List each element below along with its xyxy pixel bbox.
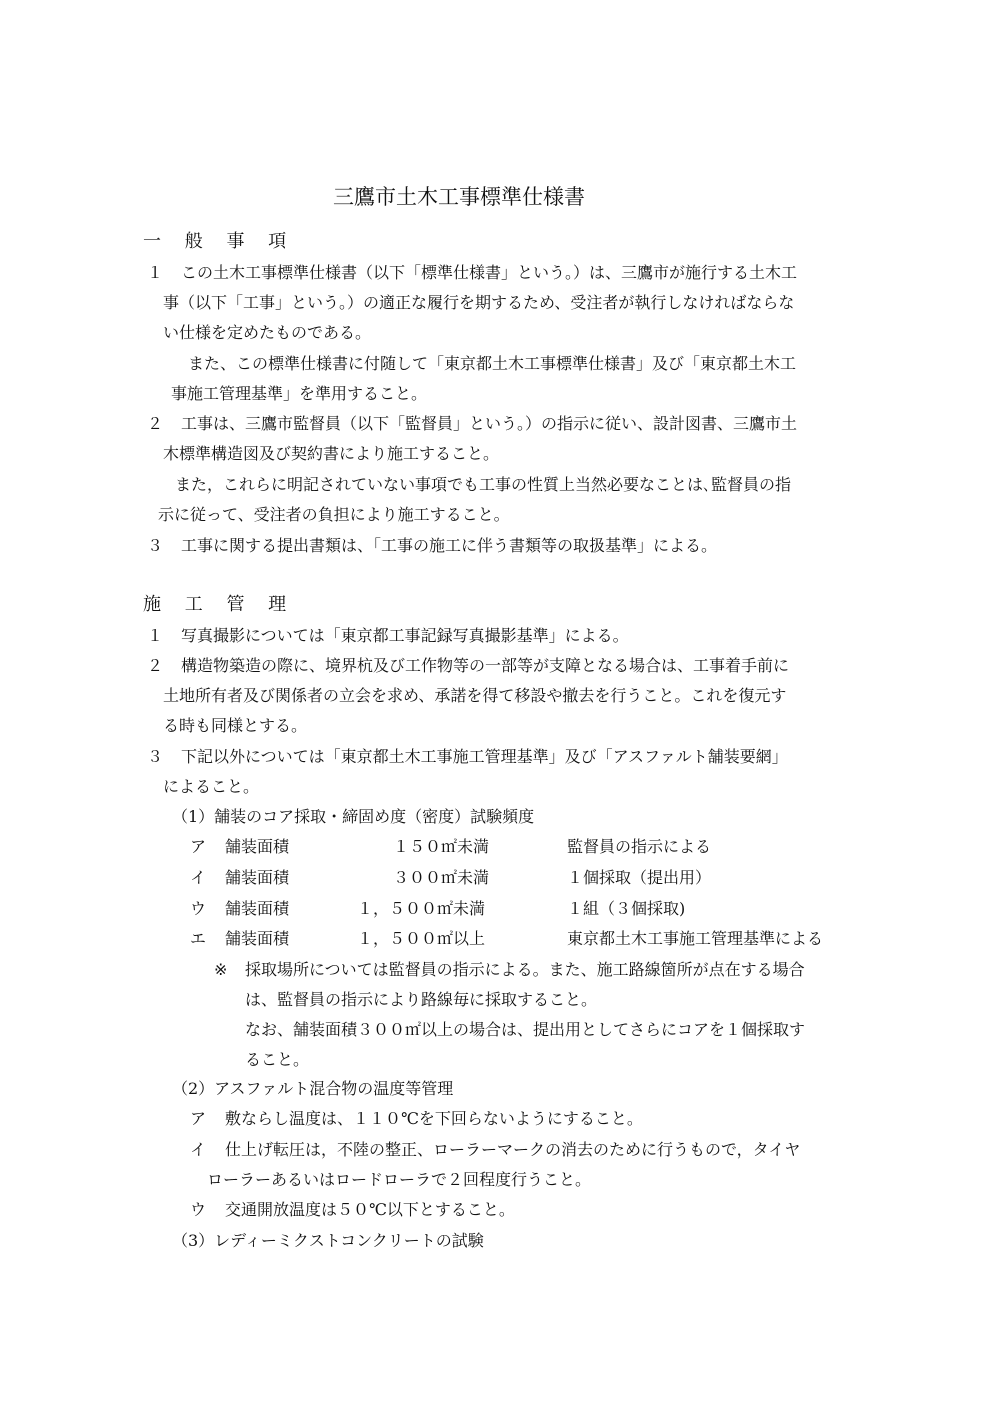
item-number: １ [147,263,164,282]
sub-item-line: 交通開放温度は５０℃以下とすること。 [225,1200,515,1219]
item-text-line: 事施工管理基準」を準用すること。 [171,384,428,403]
item-text-line: 工事に関する提出書類は、「工事の施工に伴う書類等の取扱基準」による。 [181,536,718,555]
frequency-row-kana: ア [190,837,207,856]
subsection-heading: （2）アスファルト混合物の温度等管理 [172,1079,454,1098]
frequency-row-area: １５０㎡未満 [393,837,490,856]
item-text-line: る時も同様とする。 [163,716,308,735]
item-text-line: い仕様を定めたものである。 [163,323,372,342]
item-text-line: 写真撮影については「東京都工事記録写真撮影基準」による。 [181,626,629,645]
item-text-line: また、この標準仕様書に付随して「東京都土木工事標準仕様書」及び「東京都土木工 [188,354,797,373]
note-line: なお、舗装面積３００㎡以上の場合は、提出用としてさらにコアを１個採取す [245,1020,806,1039]
sub-item-kana: ア [190,1109,207,1128]
note-line: ること。 [245,1050,310,1069]
subsection-heading: （3）レディーミクストコンクリートの試験 [172,1231,484,1250]
frequency-row-rule: １組（３個採取) [567,899,686,918]
item-number: ３ [147,536,164,555]
frequency-row-rule: 東京都土木工事施工管理基準による [567,929,824,948]
frequency-row-kana: エ [190,929,207,948]
note-line: は、監督員の指示により路線毎に採取すること。 [245,990,598,1009]
sub-item-line: 敷ならし温度は、１１０℃を下回らないようにすること。 [225,1109,643,1128]
sub-item-kana: イ [190,1140,207,1159]
frequency-row-kana: ウ [190,899,207,918]
item-number: １ [147,626,164,645]
item-text-line: 木標準構造図及び契約書により施工すること。 [163,444,500,463]
sub-item-line: ローラーあるいはロードローラで２回程度行うこと。 [207,1170,592,1189]
frequency-row-area: １，５００㎡未満 [357,899,486,918]
frequency-row-rule: １個採取（提出用） [567,868,712,887]
item-text-line: この土木工事標準仕様書（以下「標準仕様書」という。）は、三鷹市が施行する土木工 [181,263,798,282]
sub-item-line: 仕上げ転圧は，不陸の整正、ローラーマークの消去のために行うもので，タイヤ [225,1140,801,1159]
item-text-line: 工事は、三鷹市監督員（以下「監督員」という。）の指示に従い、設計図書、三鷹市土 [181,414,798,433]
item-text-line: 構造物築造の際に、境界杭及び工作物等の一部等が支障となる場合は、工事着手前に [181,656,790,675]
frequency-row-area: ３００㎡未満 [393,868,490,887]
note-line: 採取場所については監督員の指示による。また、施工路線箇所が点在する場合 [245,960,805,979]
item-number: ２ [147,656,164,675]
item-text-line: 示に従って、受注者の負担により施工すること。 [158,505,510,524]
item-number: ２ [147,414,164,433]
item-text-line: によること。 [163,777,260,796]
item-text-line: 下記以外については「東京都土木工事施工管理基準」及び「アスファルト舗装要網」 [181,747,788,766]
frequency-row-rule: 監督員の指示による [567,837,712,856]
item-text-line: また，これらに明記されていない事項でも工事の性質上当然必要なことは､監督員の指 [175,475,792,494]
item-text-line: 土地所有者及び関係者の立会を求め、承諾を得て移設や撤去を行うこと。これを復元す [163,686,787,705]
frequency-row-area: １，５００㎡以上 [357,929,486,948]
frequency-row-label: 舗装面積 [225,929,290,948]
frequency-row-kana: イ [190,868,207,887]
note-mark: ※ [214,960,228,979]
section-heading-general: 一 般 事 項 [143,231,296,252]
item-number: ３ [147,747,164,766]
frequency-row-label: 舗装面積 [225,868,290,887]
document-title: 三鷹市土木工事標準仕様書 [333,185,585,209]
sub-item-kana: ウ [190,1200,207,1219]
frequency-row-label: 舗装面積 [225,899,290,918]
item-text-line: 事（以下「工事」という。）の適正な履行を期するため、受注者が執行しなければならな [163,293,795,312]
section-heading-construction-management: 施 工 管 理 [143,594,296,615]
subsection-heading: （1）舗装のコア採取・締固め度（密度）試験頻度 [172,807,535,826]
frequency-row-label: 舗装面積 [225,837,290,856]
